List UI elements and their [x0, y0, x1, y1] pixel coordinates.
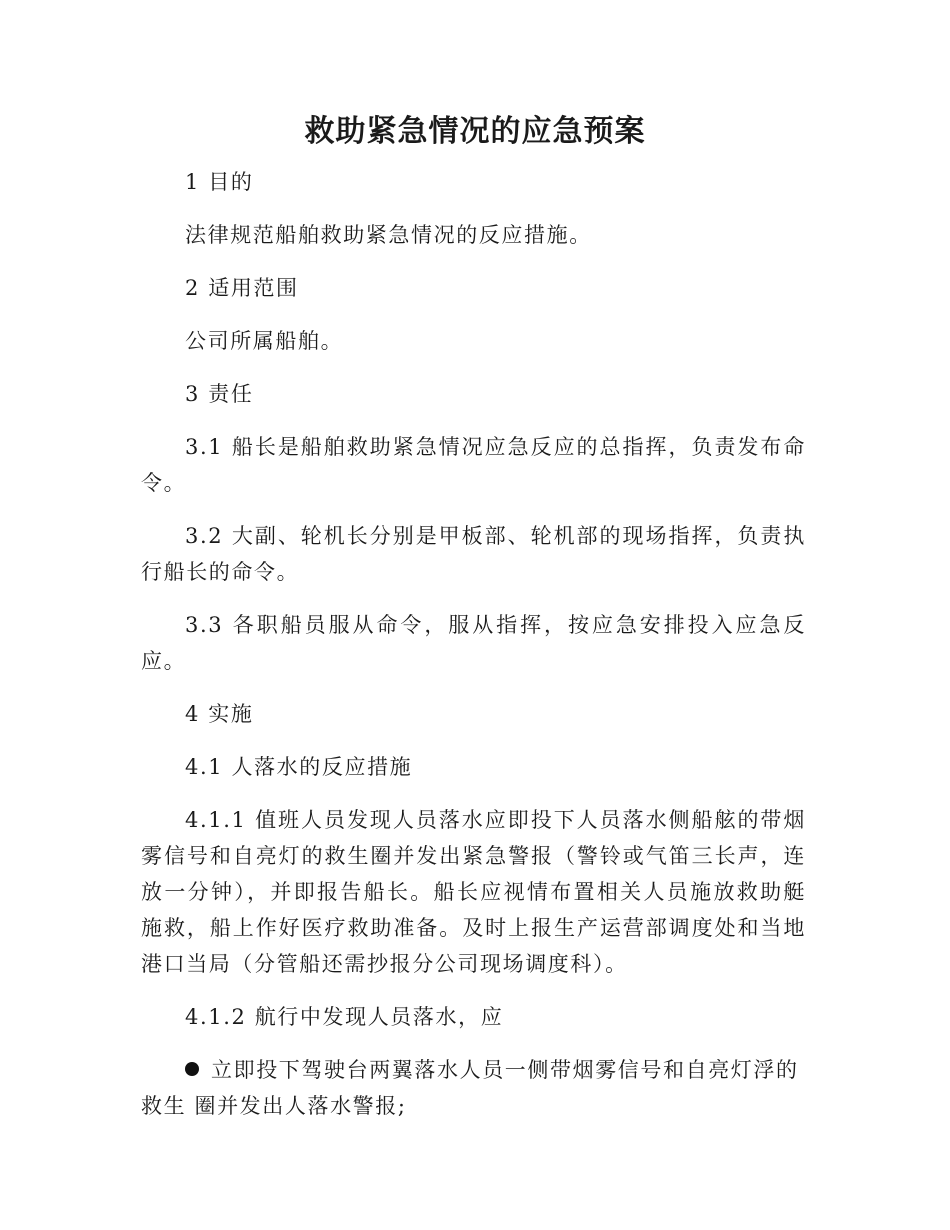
heading-scope: 2 适用范围 [185, 276, 299, 300]
document-body [141, 164, 806, 1141]
paragraph-3-2: 3.2 大副、轮机长分别是甲板部、轮机部的现场指挥，负责执行船长的命令。 [141, 524, 806, 584]
bullet-item-text: 立即投下驾驶台两翼落水人员一侧带烟雾信号和自亮灯浮的救生 圈并发出人落水警报; [141, 1058, 799, 1118]
heading-purpose: 1 目的 [185, 170, 254, 194]
heading-4-1: 4.1 人落水的反应措施 [185, 755, 413, 779]
paragraph-3-3: 3.3 各职船员服从命令，服从指挥，按应急安排投入应急反应。 [141, 613, 806, 673]
bullet-dot-icon [185, 1062, 199, 1076]
heading-implementation: 4 实施 [185, 702, 254, 726]
document-title: 救助紧急情况的应急预案 [304, 114, 646, 149]
paragraph-4-1-1: 4.1.1 值班人员发现人员落水应即投下人员落水侧船舷的带烟雾信号和自亮灯的救生圈并发出紧急警报（警铃或气笛三长声，连放一分钟），并即报告船长。船长应视情布置相关人员施放救助艇施救，船上作好医疗救助准备。及时上报生产运营部调度处和当地港口当局（分管船还需抄报分公司现场调度科）。 [141, 808, 806, 976]
paragraph-3-1: 3.1 船长是船舶救助紧急情况应急反应的总指挥，负责发布命令。 [141, 435, 806, 495]
bullet-item [141, 1052, 806, 1124]
paragraph-4-1-2: 4.1.2 航行中发现人员落水，应 [185, 1005, 504, 1029]
heading-responsibility: 3 责任 [185, 382, 254, 406]
paragraph-scope: 公司所属船舶。 [185, 329, 344, 353]
paragraph-purpose: 法律规范船舶救助紧急情况的反应措施。 [185, 223, 592, 247]
